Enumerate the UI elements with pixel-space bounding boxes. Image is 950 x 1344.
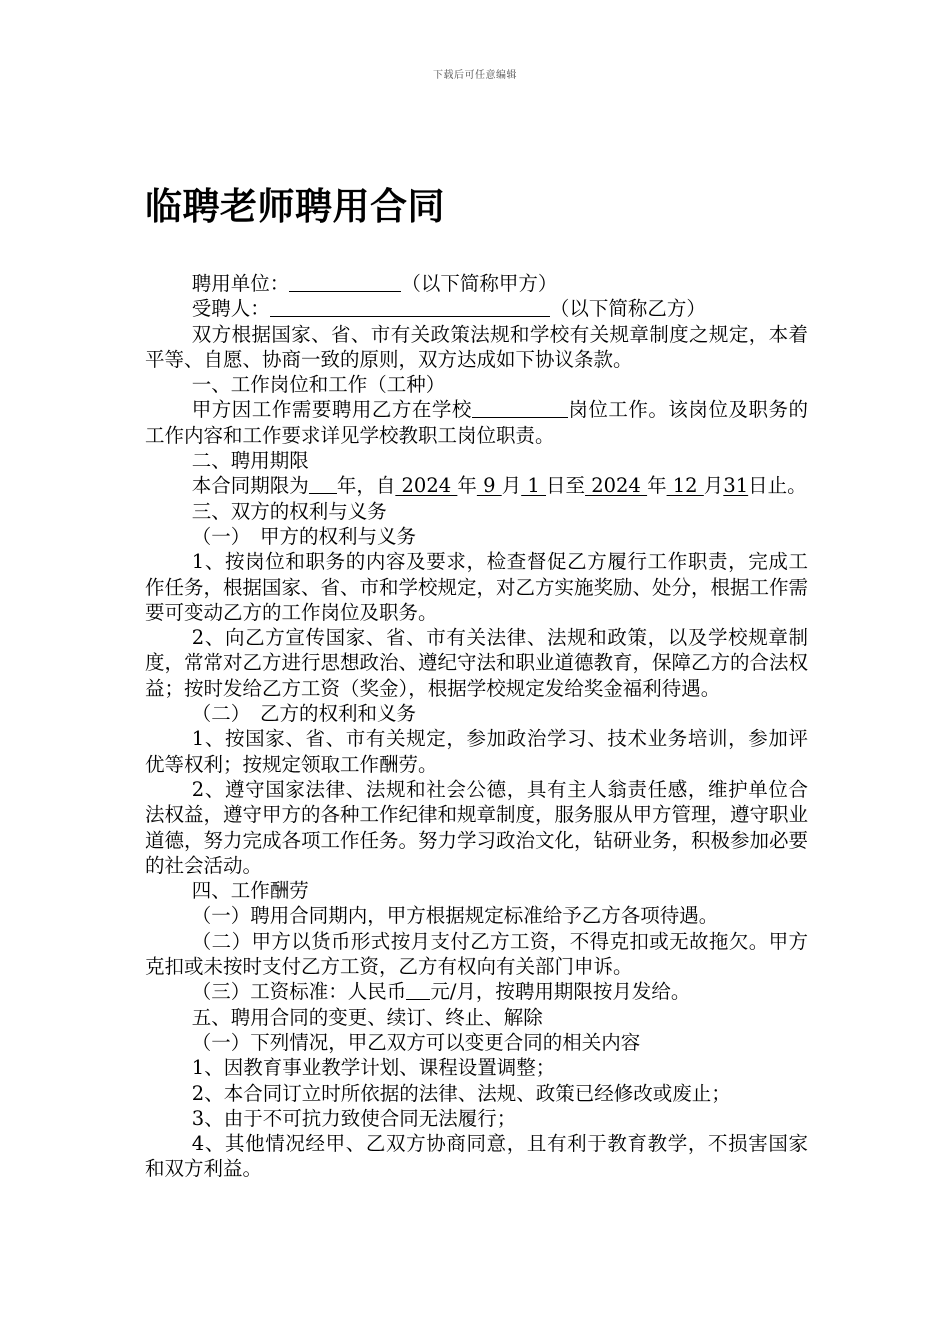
start-year: 2024 — [395, 474, 458, 498]
section-5-title: 五、聘用合同的变更、续订、终止、解除 — [191, 1005, 543, 1029]
term-paragraph — [145, 473, 808, 498]
section-4-item-1: （一）聘用合同期内，甲方根据规定标准给予乙方各项待遇。 — [191, 904, 719, 928]
term-years-blank — [309, 475, 337, 494]
end-year: 2024 — [585, 474, 648, 498]
start-day: 1 — [521, 474, 547, 498]
section-4-title: 四、工作酬劳 — [191, 879, 309, 903]
section-4-item-2: （二）甲方以货币形式按月支付乙方工资，不得克扣或无故拖欠。甲方克扣或未按时支付乙方工资，乙方有权向有关部门申诉。 — [145, 929, 808, 979]
salary-suffix: 元/月，按聘用期限按月发给。 — [430, 980, 691, 1004]
month-char-1: 月 — [501, 474, 522, 498]
contract-body — [145, 271, 808, 1182]
document-title: 临聘老师聘用合同 — [145, 185, 445, 228]
salary-blank — [406, 981, 430, 1000]
section-3-1-item-2: 2、向乙方宣传国家、省、市有关法律、法规和政策，以及学校规章制度，常常对乙方进行思想政治、遵纪守法和职业道德教育，保障乙方的合法权益；按时发给乙方工资（奖金），根据学校规定发给奖金福利待遇。 — [145, 626, 809, 700]
employee-label: 受聘人： — [191, 297, 270, 321]
term-end: 日止。 — [748, 474, 807, 498]
section-5-item-2: 2、本合同订立时所依据的法律、法规、政策已经修改或废止； — [191, 1081, 731, 1105]
end-day: 31 — [723, 474, 749, 498]
salary-label: （三）工资标准：人民币 — [191, 980, 407, 1004]
employer-suffix: （以下简称甲方） — [401, 272, 558, 295]
section-3-title: 三、双方的权利与义务 — [191, 499, 387, 523]
section-1-title: 一、工作岗位和工作（工种） — [191, 373, 446, 397]
section-3-2-item-2: 2、遵守国家法律、法规和社会公德，具有主人翁责任感，维护单位合法权益，遵守甲方的各种工作纪律和规章制度，服务服从甲方管理，遵守职业道德，努力完成各项工作任务。努力学习政治文化，钻研业务，积极参加必要的社会活动。 — [145, 777, 809, 877]
section-2-title: 二、聘用期限 — [191, 449, 309, 473]
section-1-body — [145, 397, 808, 448]
employer-label: 聘用单位： — [191, 272, 290, 295]
employee-line — [145, 296, 808, 321]
section-3-1-item-1: 1、按岗位和职务的内容及要求，检查督促乙方履行工作职责，完成工作任务，根据国家、省、市和学校规定，对乙方实施奖励、处分，根据工作需要可变动乙方的工作岗位及职务。 — [145, 550, 809, 624]
employer-line — [145, 271, 808, 296]
section-3-1-title: （一） 甲方的权利与义务 — [191, 524, 417, 548]
s1-body-a: 甲方因工作需要聘用乙方在学校 — [191, 398, 472, 422]
day-to: 日至 — [546, 474, 586, 498]
section-5-item-1: 1、因教育事业教学计划、课程设置调整； — [191, 1056, 556, 1080]
section-5-item-3: 3、由于不可抗力致使合同无法履行； — [191, 1106, 517, 1130]
section-3-2-item-1: 1、按国家、省、市有关规定，参加政治学习、技术业务培训，参加评优等权利；按规定领取工作酬劳。 — [145, 727, 808, 776]
employer-blank — [289, 273, 401, 292]
section-5-item-4: 4、其他情况经甲、乙双方协商同意，且有利于教育教学，不损害国家和双方利益。 — [145, 1132, 808, 1181]
intro-paragraph: 双方根据国家、省、市有关政策法规和学校有关规章制度之规定，本着平等、自愿、协商一致的原则，双方达成如下协议条款。 — [145, 322, 808, 371]
header-note: 下载后可任意编辑 — [433, 70, 517, 81]
end-month: 12 — [666, 474, 704, 498]
year-char-2: 年 — [647, 474, 667, 498]
year-char-1: 年 — [457, 474, 477, 498]
section-4-item-3 — [145, 979, 808, 1004]
term-b: 年，自 — [336, 474, 396, 498]
start-month: 9 — [476, 474, 502, 498]
employee-blank — [270, 298, 550, 317]
term-a: 本合同期限为 — [191, 474, 309, 498]
position-blank — [472, 399, 568, 418]
section-3-2-title: （二） 乙方的权利和义务 — [191, 702, 417, 726]
s1-body-b: 岗位工作。该岗位及职务的工作内容和工作要求详见学校教职工岗位职责。 — [145, 398, 808, 447]
employee-suffix: （以下简称乙方） — [549, 297, 706, 321]
month-char-2: 月 — [703, 474, 724, 498]
section-5-subtitle: （一）下列情况，甲乙双方可以变更合同的相关内容 — [191, 1030, 641, 1054]
